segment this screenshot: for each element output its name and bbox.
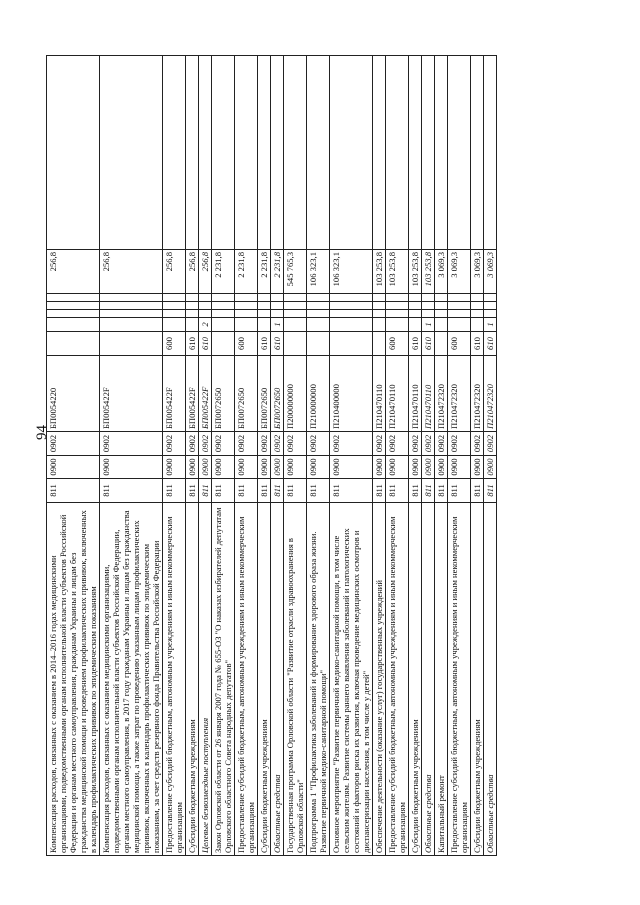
- cell-pr: 0902: [448, 432, 471, 456]
- cell-rz: 0900: [186, 456, 199, 479]
- cell-ved: 811: [235, 479, 258, 503]
- cell-empty: [409, 56, 422, 250]
- cell-rz: 0900: [235, 456, 258, 479]
- cell-csr: БП0072650: [271, 356, 284, 432]
- cell-vr: 600: [163, 332, 186, 356]
- cell-rz: 0900: [284, 456, 307, 479]
- table-body: [47, 56, 497, 856]
- table-row: [422, 56, 435, 856]
- cell-name: Закон Орловской области от 26 января 2007 года № 655-ОЗ "О наказах избирателей депутатам Орловского областного Совета народных депутатов": [212, 503, 235, 856]
- cell-mark: [330, 318, 373, 332]
- cell-vr: [435, 332, 448, 356]
- cell-name: Субсидии бюджетным учреждениям: [258, 503, 271, 856]
- cell-amt: 256,8: [186, 250, 199, 294]
- cell-vr: [330, 332, 373, 356]
- cell-rz: 0900: [271, 456, 284, 479]
- cell-empty: [212, 56, 235, 250]
- cell-pr: 0902: [199, 432, 212, 456]
- cell-vr: 600: [235, 332, 258, 356]
- cell-mark: [258, 318, 271, 332]
- table-row: [409, 56, 422, 856]
- cell-empty: [409, 310, 422, 318]
- cell-amt: 2 231,8: [235, 250, 258, 294]
- cell-name: Государственная программа Орловской области "Развитие отрасли здравоохранения в Орловской области": [284, 503, 307, 856]
- cell-vr: [284, 332, 307, 356]
- cell-empty: [100, 294, 163, 302]
- cell-empty: [47, 302, 100, 310]
- cell-rz: 0900: [307, 456, 330, 479]
- cell-rz: 0900: [484, 456, 497, 479]
- cell-csr: П210472320: [435, 356, 448, 432]
- cell-name: Предоставление субсидий бюджетным, автономным учреждениям и иным некоммерческим организациям: [235, 503, 258, 856]
- cell-ved: 811: [330, 479, 373, 503]
- rotated-page-content: [46, 56, 616, 856]
- cell-name: Субсидии бюджетным учреждениям: [471, 503, 484, 856]
- cell-csr: П210470110: [386, 356, 409, 432]
- cell-empty: [435, 310, 448, 318]
- cell-mark: [373, 318, 386, 332]
- cell-empty: [284, 302, 307, 310]
- cell-empty: [100, 310, 163, 318]
- table-row: [448, 56, 471, 856]
- cell-pr: 0902: [47, 432, 100, 456]
- cell-mark: [212, 318, 235, 332]
- cell-name: Предоставление субсидий бюджетным, автономным учреждениям и иным некоммерческим организациям: [163, 503, 186, 856]
- cell-amt: 3 069,3: [435, 250, 448, 294]
- cell-csr: П210472320: [448, 356, 471, 432]
- cell-empty: [307, 302, 330, 310]
- cell-empty: [373, 294, 386, 302]
- cell-empty: [258, 294, 271, 302]
- cell-ved: 811: [422, 479, 435, 503]
- cell-empty: [422, 294, 435, 302]
- cell-empty: [422, 310, 435, 318]
- cell-empty: [409, 302, 422, 310]
- cell-empty: [284, 294, 307, 302]
- cell-empty: [199, 310, 212, 318]
- cell-empty: [471, 294, 484, 302]
- cell-vr: 610: [271, 332, 284, 356]
- cell-empty: [435, 56, 448, 250]
- cell-empty: [386, 294, 409, 302]
- table-row: [47, 56, 100, 856]
- cell-empty: [186, 302, 199, 310]
- cell-vr: 610: [471, 332, 484, 356]
- cell-vr: 610: [199, 332, 212, 356]
- cell-ved: 811: [163, 479, 186, 503]
- cell-empty: [163, 310, 186, 318]
- page-number: 94: [34, 425, 50, 440]
- cell-amt: 3 069,3: [448, 250, 471, 294]
- table-row: [435, 56, 448, 856]
- cell-csr: БП0054220: [47, 356, 100, 432]
- cell-csr: П210000000: [307, 356, 330, 432]
- cell-ved: 811: [271, 479, 284, 503]
- cell-mark: [235, 318, 258, 332]
- cell-empty: [373, 56, 386, 250]
- cell-pr: 0902: [100, 432, 163, 456]
- cell-empty: [471, 310, 484, 318]
- cell-csr: П210470110: [422, 356, 435, 432]
- cell-name: Предоставление субсидий бюджетным, автономным учреждениям и иным некоммерческим организациям: [386, 503, 409, 856]
- cell-ved: 811: [199, 479, 212, 503]
- cell-csr: П210472320: [471, 356, 484, 432]
- cell-pr: 0902: [330, 432, 373, 456]
- cell-empty: [386, 56, 409, 250]
- cell-ved: 811: [258, 479, 271, 503]
- cell-name: Компенсация расходов, связанных с оказанием медицинскими организациями, подведомственными органам исполнительной власти субъектов Российской Федерации, органам местного самоуправления, в 2017 году гражданам Украины и лицам без гражданства медицинской помощи, а также затрат по проведению указанным лицам профилактических прививок, включенных в календарь профилактических прививок по эпидемическим показаниям, за счет средств резервного фонда Правительства Российской Федерации: [100, 503, 163, 856]
- cell-empty: [199, 56, 212, 250]
- cell-ved: 811: [435, 479, 448, 503]
- cell-amt: 545 765,3: [284, 250, 307, 294]
- cell-empty: [163, 302, 186, 310]
- cell-ved: 811: [212, 479, 235, 503]
- cell-mark: 1: [422, 318, 435, 332]
- cell-empty: [163, 294, 186, 302]
- table-row: [386, 56, 409, 856]
- cell-empty: [212, 302, 235, 310]
- table-row: [271, 56, 284, 856]
- cell-mark: [448, 318, 471, 332]
- cell-empty: [258, 310, 271, 318]
- cell-ved: 811: [284, 479, 307, 503]
- cell-empty: [47, 294, 100, 302]
- cell-amt: 256,8: [163, 250, 186, 294]
- cell-mark: [186, 318, 199, 332]
- cell-empty: [409, 294, 422, 302]
- table-row: [163, 56, 186, 856]
- cell-mark: 1: [271, 318, 284, 332]
- cell-mark: [47, 318, 100, 332]
- cell-empty: [484, 56, 497, 250]
- cell-pr: 0902: [435, 432, 448, 456]
- cell-name: Целевые безвозмездные поступления: [199, 503, 212, 856]
- table-row: [235, 56, 258, 856]
- cell-empty: [422, 56, 435, 250]
- cell-vr: 610: [258, 332, 271, 356]
- cell-rz: 0900: [47, 456, 100, 479]
- cell-empty: [47, 56, 100, 250]
- cell-pr: 0902: [163, 432, 186, 456]
- cell-name: Субсидии бюджетным учреждениям: [186, 503, 199, 856]
- cell-vr: [212, 332, 235, 356]
- cell-rz: 0900: [448, 456, 471, 479]
- cell-rz: 0900: [471, 456, 484, 479]
- cell-vr: 600: [386, 332, 409, 356]
- cell-amt: 2 231,8: [212, 250, 235, 294]
- cell-ved: 811: [186, 479, 199, 503]
- cell-vr: [100, 332, 163, 356]
- cell-rz: 0900: [373, 456, 386, 479]
- cell-empty: [212, 294, 235, 302]
- cell-pr: 0902: [422, 432, 435, 456]
- cell-vr: [47, 332, 100, 356]
- cell-csr: П210400000: [330, 356, 373, 432]
- cell-empty: [484, 302, 497, 310]
- table-row: [100, 56, 163, 856]
- cell-amt: 106 323,1: [307, 250, 330, 294]
- cell-empty: [163, 56, 186, 250]
- cell-empty: [386, 302, 409, 310]
- cell-rz: 0900: [435, 456, 448, 479]
- cell-vr: 610: [409, 332, 422, 356]
- table-row: [484, 56, 497, 856]
- cell-empty: [484, 310, 497, 318]
- table-row: [199, 56, 212, 856]
- cell-pr: 0902: [284, 432, 307, 456]
- cell-mark: [307, 318, 330, 332]
- cell-empty: [373, 302, 386, 310]
- cell-empty: [271, 294, 284, 302]
- cell-ved: 811: [47, 479, 100, 503]
- cell-rz: 0900: [386, 456, 409, 479]
- cell-amt: 2 231,8: [271, 250, 284, 294]
- cell-pr: 0902: [307, 432, 330, 456]
- cell-empty: [199, 302, 212, 310]
- cell-mark: [409, 318, 422, 332]
- cell-mark: 2: [199, 318, 212, 332]
- cell-empty: [471, 302, 484, 310]
- cell-amt: 2 231,8: [258, 250, 271, 294]
- cell-empty: [330, 310, 373, 318]
- cell-mark: [386, 318, 409, 332]
- cell-csr: П210470110: [373, 356, 386, 432]
- cell-empty: [100, 302, 163, 310]
- table-row: [307, 56, 330, 856]
- cell-name: Областные средства: [422, 503, 435, 856]
- cell-csr: БП005422F: [100, 356, 163, 432]
- table-row: [258, 56, 271, 856]
- cell-empty: [471, 56, 484, 250]
- cell-name: Капитальный ремонт: [435, 503, 448, 856]
- cell-mark: [471, 318, 484, 332]
- cell-mark: [100, 318, 163, 332]
- cell-amt: 103 253,8: [422, 250, 435, 294]
- cell-empty: [386, 310, 409, 318]
- cell-mark: 1: [484, 318, 497, 332]
- cell-amt: 3 069,3: [471, 250, 484, 294]
- cell-empty: [258, 302, 271, 310]
- cell-ved: 811: [307, 479, 330, 503]
- cell-pr: 0902: [186, 432, 199, 456]
- cell-empty: [271, 310, 284, 318]
- cell-empty: [186, 310, 199, 318]
- table-row: [471, 56, 484, 856]
- cell-mark: [284, 318, 307, 332]
- cell-amt: 103 253,8: [386, 250, 409, 294]
- cell-name: Областные средства: [271, 503, 284, 856]
- cell-empty: [284, 310, 307, 318]
- cell-pr: 0902: [471, 432, 484, 456]
- cell-pr: 0902: [386, 432, 409, 456]
- cell-csr: БП005422F: [163, 356, 186, 432]
- cell-vr: [307, 332, 330, 356]
- cell-empty: [186, 294, 199, 302]
- cell-empty: [448, 56, 471, 250]
- cell-csr: П200000000: [284, 356, 307, 432]
- cell-csr: БП0072650: [212, 356, 235, 432]
- cell-empty: [186, 56, 199, 250]
- cell-amt: 106 323,1: [330, 250, 373, 294]
- cell-empty: [258, 56, 271, 250]
- cell-vr: [373, 332, 386, 356]
- cell-empty: [330, 294, 373, 302]
- cell-ved: 811: [386, 479, 409, 503]
- cell-empty: [307, 294, 330, 302]
- cell-vr: 610: [422, 332, 435, 356]
- table-row: [284, 56, 307, 856]
- cell-rz: 0900: [212, 456, 235, 479]
- cell-amt: 256,8: [199, 250, 212, 294]
- cell-vr: 600: [448, 332, 471, 356]
- cell-empty: [271, 302, 284, 310]
- cell-csr: П210470110: [409, 356, 422, 432]
- cell-pr: 0902: [258, 432, 271, 456]
- cell-empty: [271, 56, 284, 250]
- cell-empty: [307, 310, 330, 318]
- cell-amt: 3 069,3: [484, 250, 497, 294]
- cell-empty: [235, 302, 258, 310]
- cell-csr: П210472320: [484, 356, 497, 432]
- cell-mark: [163, 318, 186, 332]
- cell-amt: 103 253,8: [409, 250, 422, 294]
- cell-empty: [435, 294, 448, 302]
- cell-empty: [484, 294, 497, 302]
- cell-empty: [373, 310, 386, 318]
- cell-name: Подпрограмма 1 "Профилактика заболеваний и формирование здорового образа жизни. Развитие первичной медико-санитарной помощи": [307, 503, 330, 856]
- cell-rz: 0900: [330, 456, 373, 479]
- cell-empty: [235, 294, 258, 302]
- cell-rz: 0900: [258, 456, 271, 479]
- cell-empty: [212, 310, 235, 318]
- cell-csr: БП0072650: [258, 356, 271, 432]
- cell-empty: [235, 56, 258, 250]
- table-row: [186, 56, 199, 856]
- cell-empty: [330, 56, 373, 250]
- cell-empty: [448, 294, 471, 302]
- cell-empty: [100, 56, 163, 250]
- cell-name: Основное мероприятие "Развитие первичной медико-санитарной помощи, в том числе сельским жителям. Развитие системы раннего выявления заболеваний и патологических состояний и факторов риска их развития, включая проведение медицинских осмотров и диспансеризации населения, в том числе у детей": [330, 503, 373, 856]
- cell-csr: БП005422F: [186, 356, 199, 432]
- cell-pr: 0902: [409, 432, 422, 456]
- cell-pr: 0902: [373, 432, 386, 456]
- cell-pr: 0902: [212, 432, 235, 456]
- cell-rz: 0900: [409, 456, 422, 479]
- cell-empty: [435, 302, 448, 310]
- cell-ved: 811: [373, 479, 386, 503]
- cell-amt: 256,8: [100, 250, 163, 294]
- cell-ved: 811: [448, 479, 471, 503]
- cell-empty: [448, 302, 471, 310]
- cell-csr: БП0072650: [235, 356, 258, 432]
- table-row: [373, 56, 386, 856]
- cell-empty: [448, 310, 471, 318]
- cell-name: Субсидии бюджетным учреждениям: [409, 503, 422, 856]
- cell-mark: [435, 318, 448, 332]
- cell-ved: 811: [471, 479, 484, 503]
- cell-empty: [235, 310, 258, 318]
- cell-pr: 0902: [235, 432, 258, 456]
- cell-csr: БП005422F: [199, 356, 212, 432]
- cell-amt: 103 253,8: [373, 250, 386, 294]
- cell-name: Обеспечение деятельности (оказание услуг) государственных учреждений: [373, 503, 386, 856]
- cell-rz: 0900: [100, 456, 163, 479]
- cell-amt: 256,8: [47, 250, 100, 294]
- cell-name: Областные средства: [484, 503, 497, 856]
- table-row: [212, 56, 235, 856]
- cell-rz: 0900: [422, 456, 435, 479]
- cell-empty: [284, 56, 307, 250]
- cell-ved: 811: [484, 479, 497, 503]
- cell-pr: 0902: [484, 432, 497, 456]
- cell-vr: 610: [484, 332, 497, 356]
- table-row: [330, 56, 373, 856]
- cell-empty: [199, 294, 212, 302]
- cell-name: Компенсация расходов, связанных с оказанием в 2014–2016 годах медицинскими организациями, подведомственными органам исполнительной власти субъектов Российской Федерации и органам местного самоуправления, гражданам Украины и лицам без гражданства медицинской помощи и проведением профилактических прививок, включенных в календарь профилактических прививок по эпидемическим показаниям: [47, 503, 100, 856]
- cell-ved: 811: [100, 479, 163, 503]
- cell-empty: [307, 56, 330, 250]
- cell-rz: 0900: [163, 456, 186, 479]
- cell-empty: [422, 302, 435, 310]
- budget-table: [46, 55, 497, 856]
- cell-rz: 0900: [199, 456, 212, 479]
- cell-name: Предоставление субсидий бюджетным, автономным учреждениям и иным некоммерческим организациям: [448, 503, 471, 856]
- cell-empty: [330, 302, 373, 310]
- cell-vr: 610: [186, 332, 199, 356]
- cell-empty: [47, 310, 100, 318]
- cell-ved: 811: [409, 479, 422, 503]
- cell-pr: 0902: [271, 432, 284, 456]
